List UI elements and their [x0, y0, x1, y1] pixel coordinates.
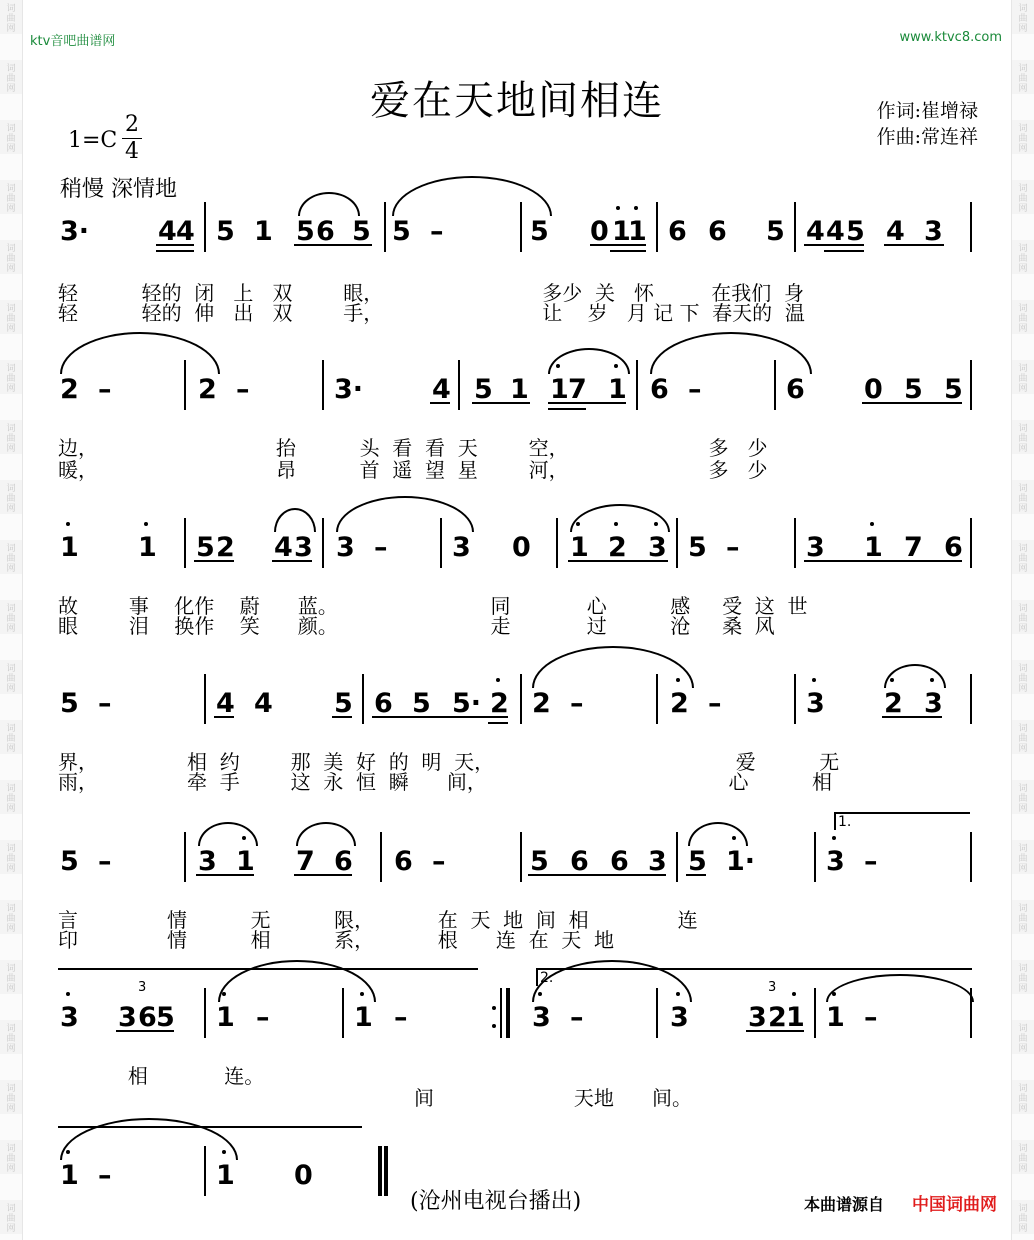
score-note: 5: [412, 688, 431, 719]
note-underline: [372, 716, 508, 718]
score-note: 1: [216, 1160, 235, 1191]
watermark-site-right: www.ktvc8.com: [899, 30, 1002, 45]
slur: [570, 504, 670, 532]
score-note: –: [570, 688, 584, 719]
score-note: 3: [648, 846, 667, 877]
lyrics-verse1-line4: 界， 相 约 那 美 好 的 明 天， 爱 无: [58, 750, 840, 774]
score-note: 2: [884, 688, 903, 719]
score-note: 3: [670, 1002, 689, 1033]
score-note: 2: [60, 374, 79, 405]
score-note: –: [256, 1002, 270, 1033]
volta-bracket-1-edge: [834, 812, 836, 830]
bar-line: [458, 360, 460, 410]
side-watermark-text: 词曲网: [1018, 124, 1028, 154]
score-note: –: [432, 846, 446, 877]
score-note: 3: [452, 532, 471, 563]
note-underline: [156, 250, 194, 252]
bar-line: [556, 518, 558, 568]
score-note: 3: [924, 688, 943, 719]
side-watermark-text: 词曲网: [6, 484, 16, 514]
score-note: 3·: [334, 374, 364, 405]
watermark-site-left: ktv音吧曲谱网: [30, 34, 116, 49]
side-watermark-text: 词曲网: [6, 544, 16, 574]
octave-dot: [614, 364, 618, 368]
triplet-mark: 3: [138, 980, 147, 995]
score-note: –: [688, 374, 702, 405]
side-watermark-text: 词曲网: [1018, 424, 1028, 454]
slur: [274, 508, 316, 532]
bar-line: [970, 832, 972, 882]
side-watermark-text: 词曲网: [6, 904, 16, 934]
score-note: 1: [550, 374, 569, 405]
score-note: 2: [532, 688, 551, 719]
octave-dot: [676, 992, 680, 996]
score-note: 0: [294, 1160, 313, 1191]
bar-line: [814, 988, 816, 1038]
score-note: –: [98, 374, 112, 405]
note-underline: [214, 716, 234, 718]
note-underline: [472, 402, 530, 404]
bar-line: [520, 832, 522, 882]
side-watermark-text: 词曲网: [1018, 1084, 1028, 1114]
side-watermark-text: 词曲网: [1018, 784, 1028, 814]
score-note: 6: [316, 216, 335, 247]
score-note: –: [708, 688, 722, 719]
lyrics-verse1-line1: 轻 轻的 闭 上 双 眼， 多少 关 怀 在我们 身: [58, 281, 804, 305]
side-watermark-text: 词曲网: [1018, 1024, 1028, 1054]
score-note: 4: [806, 216, 825, 247]
side-watermark-text: 词曲网: [6, 724, 16, 754]
side-watermark-text: 词曲网: [6, 844, 16, 874]
note-underline: [528, 874, 666, 876]
score-note: 6: [394, 846, 413, 877]
slur: [532, 960, 692, 1002]
slur: [650, 332, 812, 374]
bar-line: [520, 674, 522, 724]
note-underline: [590, 244, 646, 246]
side-watermark-text: 词曲网: [6, 1204, 16, 1234]
side-watermark-text: 词曲网: [1018, 544, 1028, 574]
score-note: –: [236, 374, 250, 405]
bar-line: [970, 674, 972, 724]
bar-line: [380, 832, 382, 882]
score-note: 5: [944, 374, 963, 405]
score-note: 3: [60, 1002, 79, 1033]
side-watermark-text: 词曲网: [6, 1144, 16, 1174]
bar-line: [656, 202, 658, 252]
score-note: 6: [138, 1002, 157, 1033]
bar-line: [362, 674, 364, 724]
side-watermark-text: 词曲网: [6, 364, 16, 394]
score-note: 1: [612, 216, 631, 247]
bar-line: [184, 518, 186, 568]
song-title: 爱在天地间相连: [370, 77, 664, 124]
score-note: 6: [334, 846, 353, 877]
octave-dot: [556, 364, 560, 368]
score-note: 5: [156, 1002, 175, 1033]
repeat-dot: [492, 1024, 496, 1028]
bar-line: [970, 518, 972, 568]
octave-dot: [832, 836, 836, 840]
octave-dot: [66, 1150, 70, 1154]
score-note: 7: [296, 846, 315, 877]
bar-line: [970, 360, 972, 410]
side-watermark-text: 词曲网: [1018, 844, 1028, 874]
side-watermark-text: 词曲网: [6, 64, 16, 94]
score-note: 6: [944, 532, 963, 563]
octave-dot: [732, 836, 736, 840]
octave-dot: [792, 992, 796, 996]
bar-line: [794, 202, 796, 252]
score-note: 5: [60, 688, 79, 719]
score-note: 5: [688, 846, 707, 877]
score-note: 5: [846, 216, 865, 247]
score-note: 5: [530, 216, 549, 247]
score-note: 6: [708, 216, 727, 247]
note-underline: [548, 408, 586, 410]
note-underline: [430, 402, 450, 404]
score-note: 1: [216, 1002, 235, 1033]
side-watermark-text: 词曲网: [1018, 304, 1028, 334]
score-note: 5: [352, 216, 371, 247]
slur: [60, 332, 220, 374]
note-underline: [332, 716, 352, 718]
bar-line: [322, 360, 324, 410]
score-note: 5: [688, 532, 707, 563]
slur: [392, 176, 552, 216]
side-watermark-text: 词曲网: [1018, 1204, 1028, 1234]
note-underline: [196, 874, 254, 876]
side-watermark-text: 词曲网: [1018, 244, 1028, 274]
score-note: –: [864, 1002, 878, 1033]
score-note: 1: [254, 216, 273, 247]
score-note: 5: [334, 688, 353, 719]
score-note: 5: [60, 846, 79, 877]
score-note: 1: [236, 846, 255, 877]
bar-line: [636, 360, 638, 410]
key-signature: 1=C: [68, 128, 118, 153]
score-note: 1: [608, 374, 627, 405]
score-note: 1: [60, 532, 79, 563]
score-note: 6: [570, 846, 589, 877]
source-site-link[interactable]: 中国词曲网: [912, 1195, 997, 1215]
note-underline: [568, 560, 668, 562]
bar-line: [970, 202, 972, 252]
note-underline: [882, 716, 942, 718]
note-underline: [272, 560, 312, 562]
side-watermark-text: 词曲网: [6, 184, 16, 214]
bar-line: [322, 518, 324, 568]
score-note: 0: [590, 216, 609, 247]
repeat-bar-thick: [506, 988, 510, 1038]
score-note: 5: [392, 216, 411, 247]
note-underline: [804, 560, 962, 562]
score-note: 1: [826, 1002, 845, 1033]
volta-bracket-1-cont: [58, 968, 478, 970]
lyrics-verse2-line1: 轻 轻的 伸 出 双 手， 让 岁 月 记 下 春天的 温: [58, 301, 805, 325]
side-watermark-text: 词曲网: [1018, 484, 1028, 514]
volta-bracket-2-cont: [58, 1126, 362, 1128]
slur: [688, 822, 748, 846]
octave-dot: [576, 522, 580, 526]
score-note: 1: [786, 1002, 805, 1033]
score-note: 5: [474, 374, 493, 405]
octave-dot: [242, 836, 246, 840]
side-watermark-text: 词曲网: [6, 664, 16, 694]
source-label: 本曲谱源自: [804, 1195, 885, 1214]
score-note: 1: [864, 532, 883, 563]
score-note: 6: [610, 846, 629, 877]
side-watermark-text: 词曲网: [6, 244, 16, 274]
volta-bracket-2-edge: [536, 968, 538, 986]
octave-dot: [614, 522, 618, 526]
score-note: 3: [826, 846, 845, 877]
score-note: –: [98, 1160, 112, 1191]
side-watermark-text: 词曲网: [6, 4, 16, 34]
octave-dot: [360, 992, 364, 996]
score-note: 3: [118, 1002, 137, 1033]
score-note: 1: [570, 532, 589, 563]
score-note: 3: [648, 532, 667, 563]
bar-line: [204, 674, 206, 724]
score-note: 4: [216, 688, 235, 719]
bar-line: [204, 202, 206, 252]
note-underline: [824, 250, 864, 252]
lyrics-verse2-line2: 暖， 昂 首 遥 望 星 河， 多 少: [58, 458, 768, 482]
score-note: 1: [60, 1160, 79, 1191]
side-watermark-text: 词曲网: [6, 1024, 16, 1054]
score-note: 5: [530, 846, 549, 877]
score-note: 6: [650, 374, 669, 405]
side-watermark-text: 词曲网: [1018, 964, 1028, 994]
bar-line: [380, 1146, 382, 1196]
score-note: 4: [432, 374, 451, 405]
side-watermark-text: 词曲网: [6, 124, 16, 154]
score-note: 3·: [60, 216, 90, 247]
side-watermark-text: 词曲网: [1018, 904, 1028, 934]
note-underline: [116, 1030, 174, 1032]
octave-dot: [222, 1150, 226, 1154]
score-note: 0: [512, 532, 531, 563]
score-note: –: [374, 532, 388, 563]
score-note: –: [864, 846, 878, 877]
score-note: 5·: [452, 688, 482, 719]
bar-line: [794, 674, 796, 724]
score-note: 5: [904, 374, 923, 405]
octave-dot: [634, 206, 638, 210]
lyrics-verse2-line6: 间 天地 间。: [58, 1086, 693, 1110]
side-watermark-text: 词曲网: [1018, 1144, 1028, 1174]
score-note: 1: [628, 216, 647, 247]
score-note: 3: [532, 1002, 551, 1033]
octave-dot: [144, 522, 148, 526]
score-note: 5: [196, 532, 215, 563]
slur: [60, 1118, 238, 1160]
slur: [218, 960, 376, 1002]
octave-dot: [812, 678, 816, 682]
octave-dot: [676, 678, 680, 682]
lyrics-verse1-line5: 言 情 无 限， 在 天 地 间 相 连: [58, 908, 698, 932]
lyrics-verse2-line4: 雨， 牵 手 这 永 恒 瞬 间， 心 相: [58, 770, 833, 794]
note-underline: [862, 402, 962, 404]
slur: [298, 192, 360, 216]
ending-number-1: 1.: [838, 814, 852, 830]
score-note: 1·: [726, 846, 756, 877]
lyricist-credit: 作词:崔增禄: [876, 100, 978, 122]
score-note: –: [570, 1002, 584, 1033]
score-note: 1: [354, 1002, 373, 1033]
score-note: 6: [786, 374, 805, 405]
composer-credit: 作曲:常连祥: [876, 126, 978, 148]
octave-dot: [890, 678, 894, 682]
score-note: –: [98, 846, 112, 877]
note-underline: [294, 244, 372, 246]
note-underline: [294, 874, 352, 876]
bar-line: [384, 202, 386, 252]
note-underline: [686, 874, 706, 876]
score-note: 3: [748, 1002, 767, 1033]
tempo-marking: 稍慢 深情地: [60, 177, 177, 202]
slur: [548, 348, 630, 374]
score-note: 4: [274, 532, 293, 563]
score-note: 3: [294, 532, 313, 563]
score-note: 3: [924, 216, 943, 247]
side-watermark-text: 词曲网: [6, 964, 16, 994]
time-signature-bottom: 4: [122, 138, 142, 165]
slur: [198, 822, 258, 846]
side-watermark-text: 词曲网: [1018, 4, 1028, 34]
bar-line: [814, 832, 816, 882]
lyrics-verse2-line3: 眼 泪 换作 笑 颜。 走 过 沧 桑 风: [58, 614, 775, 638]
octave-dot: [66, 992, 70, 996]
side-watermark-text: 词曲网: [6, 604, 16, 634]
note-underline: [194, 560, 234, 562]
side-watermark-text: 词曲网: [6, 304, 16, 334]
side-watermark-text: 词曲网: [1018, 604, 1028, 634]
slur: [336, 496, 474, 532]
side-watermark-text: 词曲网: [1018, 724, 1028, 754]
lyrics-verse1-line3: 故 事 化作 蔚 蓝。 同 心 感 受 这 世: [58, 594, 808, 618]
octave-dot: [870, 522, 874, 526]
octave-dot: [832, 992, 836, 996]
score-note: 2: [768, 1002, 787, 1033]
score-note: –: [394, 1002, 408, 1033]
score-note: 2: [670, 688, 689, 719]
note-underline: [746, 1030, 804, 1032]
score-note: 3: [806, 532, 825, 563]
score-note: 4: [176, 216, 195, 247]
lyrics-verse2-line5: 印 情 相 系， 根 连 在 天 地: [58, 928, 615, 952]
score-note: 5: [216, 216, 235, 247]
octave-dot: [616, 206, 620, 210]
score-note: 3: [336, 532, 355, 563]
lyrics-verse1-line6: 相 连。: [58, 1064, 265, 1088]
score-note: 7: [568, 374, 587, 405]
bar-line: [794, 518, 796, 568]
repeat-bar-thin: [500, 988, 502, 1038]
volta-bracket-2: [536, 968, 972, 970]
score-note: –: [98, 688, 112, 719]
score-note: 2: [216, 532, 235, 563]
octave-dot: [930, 678, 934, 682]
triplet-mark: 3: [768, 980, 777, 995]
side-watermark-text: 词曲网: [1018, 184, 1028, 214]
side-watermark-text: 词曲网: [1018, 64, 1028, 94]
score-note: –: [430, 216, 444, 247]
score-note: 2: [490, 688, 509, 719]
octave-dot: [538, 992, 542, 996]
slur: [532, 646, 694, 688]
note-underline: [156, 244, 194, 246]
lyrics-verse1-line2: 边， 抬 头 看 看 天 空， 多 少: [58, 436, 768, 460]
time-signature-top: 2: [125, 112, 139, 137]
slur: [826, 974, 974, 1002]
octave-dot: [654, 522, 658, 526]
score-note: 4: [254, 688, 273, 719]
score-note: 4: [886, 216, 905, 247]
bar-line: [676, 518, 678, 568]
broadcast-note: (沧州电视台播出): [410, 1189, 582, 1214]
note-underline: [548, 402, 626, 404]
bar-line: [204, 988, 206, 1038]
score-note: 5: [766, 216, 785, 247]
score-note: 3: [198, 846, 217, 877]
octave-dot: [66, 522, 70, 526]
bar-line: [676, 832, 678, 882]
octave-dot: [496, 678, 500, 682]
score-note: 1: [138, 532, 157, 563]
score-note: 4: [826, 216, 845, 247]
octave-dot: [222, 992, 226, 996]
side-watermark-text: 词曲网: [6, 1084, 16, 1114]
side-watermark-text: 词曲网: [1018, 364, 1028, 394]
note-underline: [884, 244, 944, 246]
score-note: 2: [608, 532, 627, 563]
score-note: 1: [510, 374, 529, 405]
side-watermark-text: 词曲网: [6, 424, 16, 454]
score-note: 7: [904, 532, 923, 563]
ending-number-2: 2.: [540, 970, 554, 986]
score-note: 6: [374, 688, 393, 719]
side-watermark-text: 词曲网: [6, 784, 16, 814]
final-bar-thin: [378, 1146, 380, 1196]
score-note: 5: [296, 216, 315, 247]
bar-line: [184, 832, 186, 882]
score-note: 3: [806, 688, 825, 719]
volta-bracket-1: [834, 812, 970, 814]
score-note: 2: [198, 374, 217, 405]
final-bar-thick: [384, 1146, 388, 1196]
side-watermark-text: 词曲网: [1018, 664, 1028, 694]
slur: [296, 822, 356, 846]
note-underline: [610, 250, 646, 252]
score-note: –: [726, 532, 740, 563]
score-note: 0: [864, 374, 883, 405]
score-note: 6: [668, 216, 687, 247]
note-underline: [804, 244, 864, 246]
score-note: 4: [158, 216, 177, 247]
slur: [884, 664, 946, 688]
repeat-dot: [492, 1006, 496, 1010]
note-underline: [488, 722, 508, 724]
